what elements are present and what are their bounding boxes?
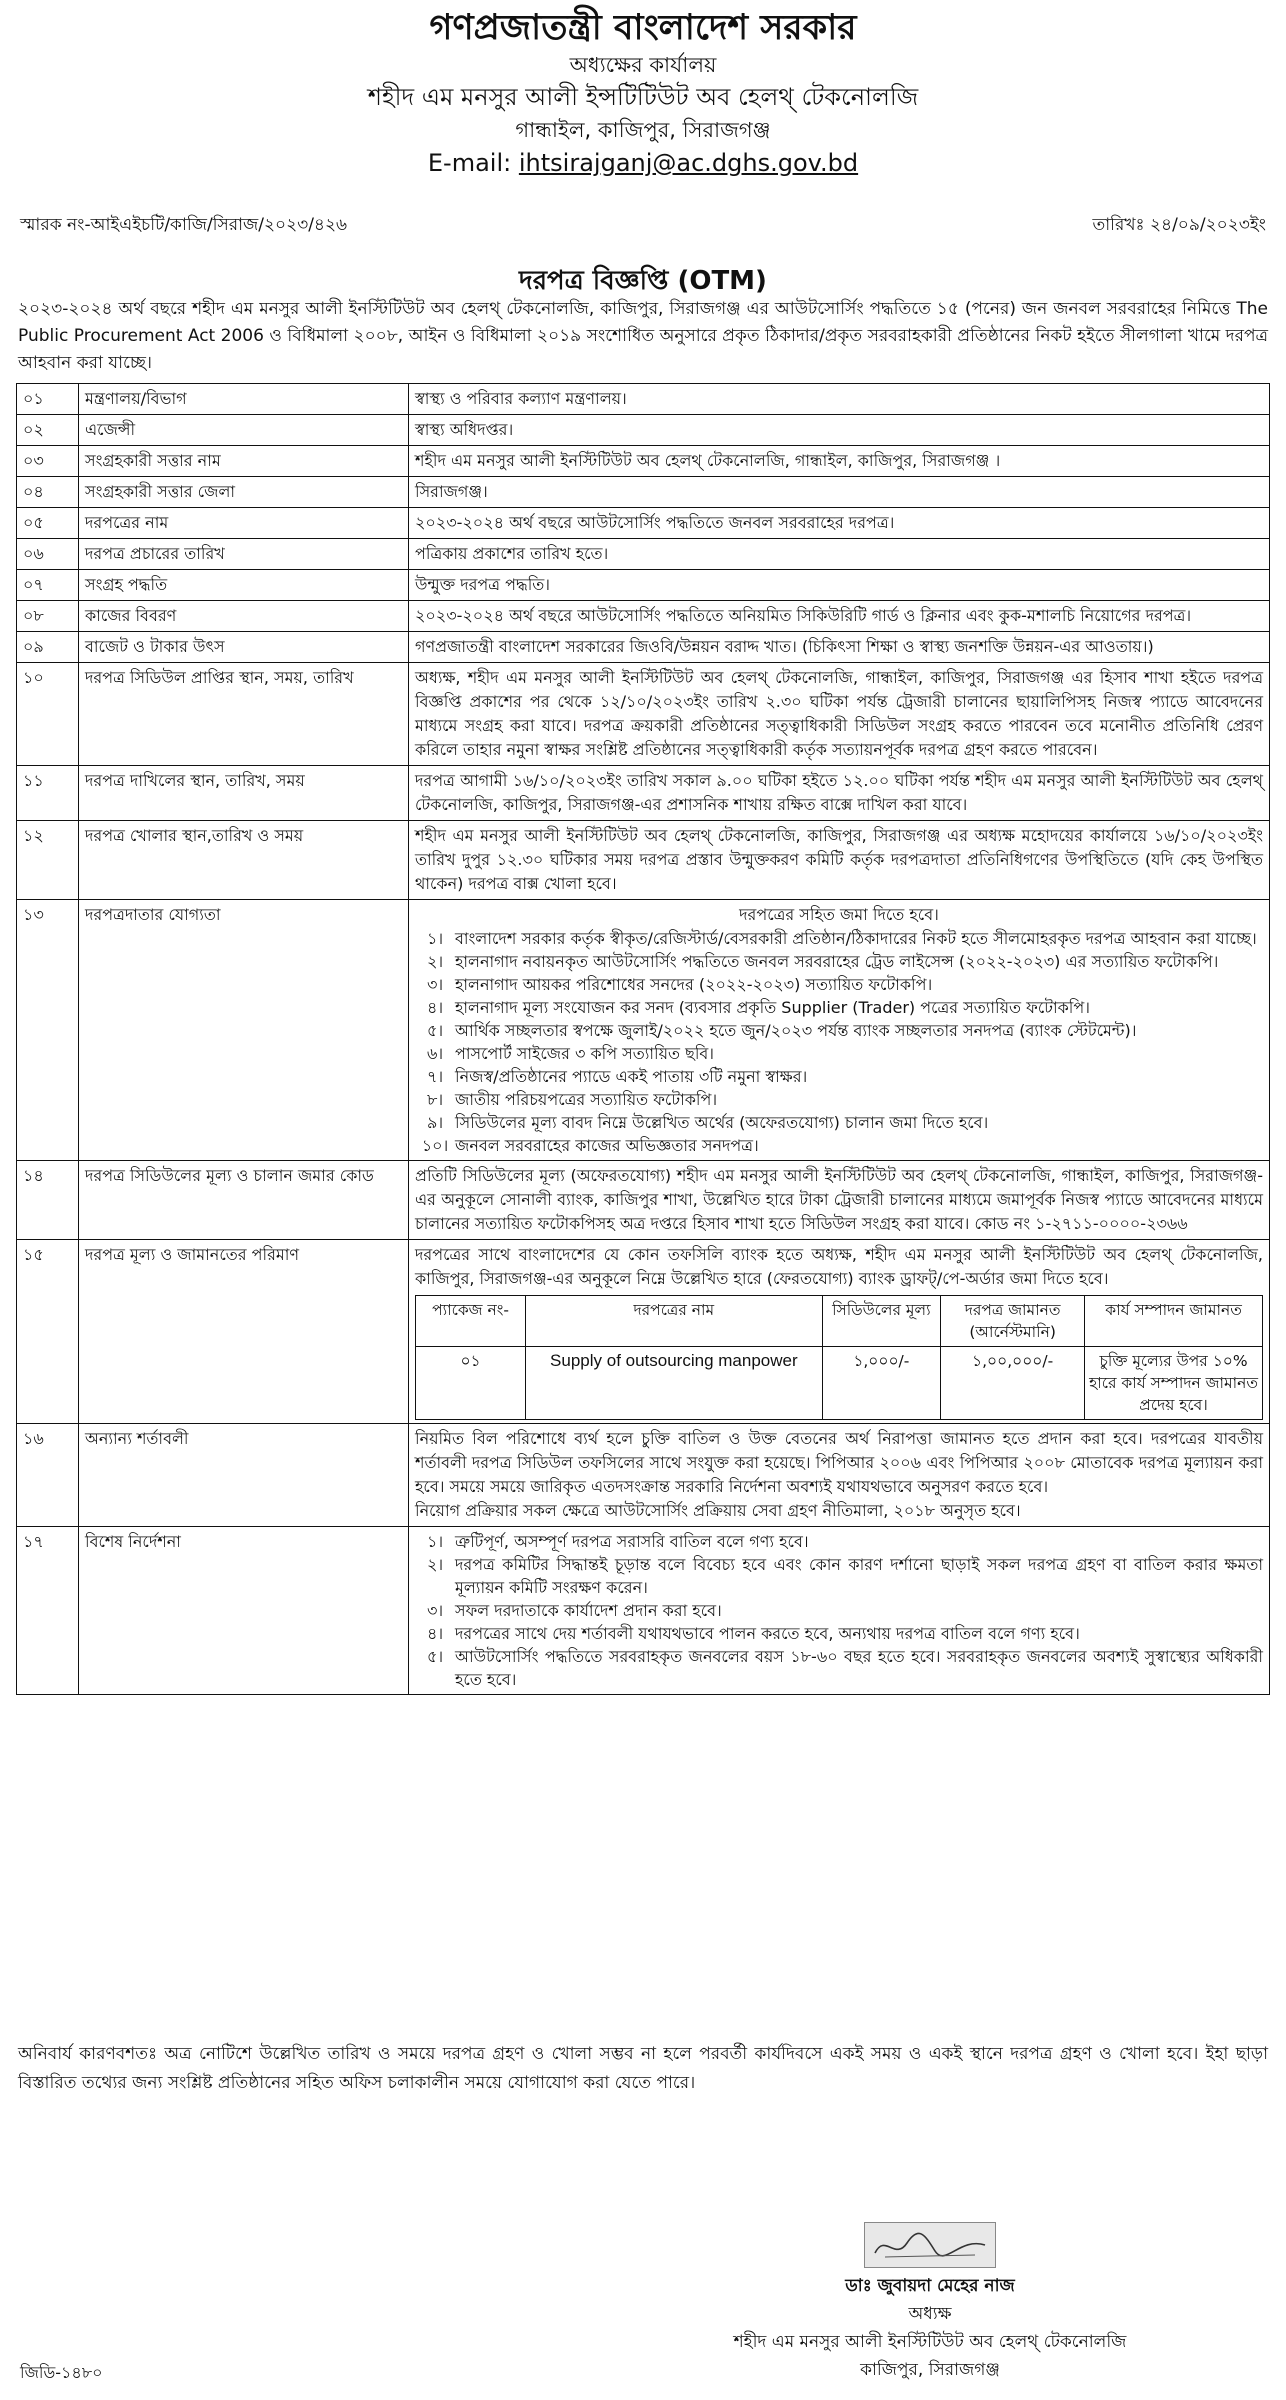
row-value [409, 1527, 1270, 1695]
signatory-institute: শহীদ এম মনসুর আলী ইনস্টিটিউট অব হেলথ্ টেকনোলজি [733, 2332, 1127, 2352]
terms-paragraph: নিয়মিত বিল পরিশোধে ব্যর্থ হলে চুক্তি বাতিল ও উক্ত বেতনের অর্থ নিরাপত্তা জামানত হতে প্রদান করা হবে। দরপত্রের যাবতীয় শর্তাবলী দরপত্র সিডিউল তফসিলের সাথে সংযুক্ত করা হয়েছে। পিপিআর ২০০৬ এবং পিপিআর ২০০৮ মোতাবেক দরপত্র মূল্যায়ন করা হবে। সময়ে সময়ে জারিকৃত এতদসংক্রান্ত সরকারি নির্দেশনা অবশ্যই যথাযথভাবে অনুসরণ করতে হবে। [415, 1429, 1263, 1496]
item-number: ৪। [426, 1624, 444, 1643]
dg-number: জিডি-১৪৮০ [20, 2363, 103, 2382]
item-number: ৮। [426, 1090, 444, 1109]
row-value: স্বাস্থ্য ও পরিবার কল্যাণ মন্ত্রণালয়। [409, 384, 1270, 415]
item-text: হালনাগাদ নবায়নকৃত আউটসোর্সিং পদ্ধতিতে জনবল সরবরাহের ট্রেড লাইসেন্স (২০২২-২০২৩) এর সত্যায়িত ফটোকপি। [455, 952, 1219, 971]
item-number: ৬। [426, 1044, 444, 1063]
item-text: সিডিউলের মূল্য বাবদ নিম্নে উল্লেখিত অর্থের (অফেরতযোগ্য) চালান জমা দিতে হবে। [455, 1113, 989, 1132]
email-line [0, 146, 1286, 180]
row-value: সিরাজগঞ্জ। [409, 477, 1270, 508]
item-text: আর্থিক সচ্ছলতার স্বপক্ষে জুলাই/২০২২ হতে জুন/২০২৩ পর্যন্ত ব্যাংক সচ্ছলতার সনদপত্র (ব্যাংক স্টেটমেন্ট)। [455, 1021, 1137, 1040]
list-item [415, 996, 1263, 1019]
item-number: ৫। [426, 1021, 444, 1040]
table-row [17, 508, 1270, 539]
item-text: পাসপোর্ট সাইজের ৩ কপি সত্যায়িত ছবি। [455, 1044, 715, 1063]
table-row-qualification [17, 900, 1270, 1161]
item-text: আউটসোর্সিং পদ্ধতিতে সরবরাহকৃত জনবলের বয়স ১৮-৬০ বছর হতে হবে। সরবরাহকৃত জনবলের অবশ্যই সুস্বাস্থ্যের অধিকারী হতে হবে। [455, 1647, 1263, 1689]
memo-number: স্মারক নং-আইএইচটি/কাজি/সিরাজ/২০২৩/৪২৬ [20, 215, 348, 235]
row-label: দরপত্র সিডিউলের মূল্য ও চালান জমার কোড [79, 1161, 409, 1240]
row-value: শহীদ এম মনসুর আলী ইনস্টিটিউট অব হেলথ্ টেকনোলজি, গান্ধাইল, কাজিপুর, সিরাজগঞ্জ । [409, 446, 1270, 477]
signature-image [864, 2222, 996, 2268]
intro-paragraph: ২০২৩-২০২৪ অর্থ বছরে শহীদ এম মনসুর আলী ইনস্টিটিউট অব হেলথ্ টেকনোলজি, কাজিপুর, সিরাজগঞ্জ এর আউটসোর্সিং পদ্ধতিতে ১৫ (পনের) জন জনবল সরবরাহের নিমিত্তে The Public Procurement Act 2006 ও বিধিমালা ২০০৮, আইন ও বিধিমালা ২০১৯ সংশোধিত অনুসারে প্রকৃত ঠিকাদার/প্রকৃত সরবরাহকারী প্রতিষ্ঠানের নিকট হইতে সীলগালা খামে দরপত্র আহবান করা যাচ্ছে। [18, 299, 1268, 373]
table-row [17, 663, 1270, 766]
list-item [415, 1599, 1263, 1622]
qualification-list [415, 927, 1263, 1157]
row-value: স্বাস্থ্য অধিদপ্তর। [409, 415, 1270, 446]
row-number: ১৩ [17, 900, 79, 1161]
issue-date: তারিখঃ ২৪/০৯/২০২৩ইং [1092, 215, 1266, 235]
item-text: নিজস্ব/প্রতিষ্ঠানের প্যাডে একই পাতায় ৩টি নমুনা স্বাক্ষর। [455, 1067, 808, 1086]
list-item [415, 1134, 1263, 1157]
letterhead [0, 6, 1286, 180]
table-row [17, 477, 1270, 508]
table-row [17, 539, 1270, 570]
reference-line [20, 212, 1266, 240]
row-number: ০৬ [17, 539, 79, 570]
government-name: গণপ্রজাতন্ত্রী বাংলাদেশ সরকার [429, 8, 857, 48]
row-label: দরপত্র সিডিউল প্রাপ্তির স্থান, সময়, তারিখ [79, 663, 409, 766]
list-item [415, 927, 1263, 950]
row-number: ০৭ [17, 570, 79, 601]
row-label: মন্ত্রণালয়/বিভাগ [79, 384, 409, 415]
row-number: ১৫ [17, 1240, 79, 1424]
qualification-heading: দরপত্রের সহিত জমা দিতে হবে। [739, 905, 939, 924]
item-text: ত্রুটিপূর্ণ, অসম্পূর্ণ দরপত্র সরাসরি বাতিল বলে গণ্য হবে। [455, 1532, 809, 1551]
item-text: সফল দরদাতাকে কার্যাদেশ প্রদান করা হবে। [455, 1601, 722, 1620]
signatory-designation: অধ্যক্ষ [908, 2304, 952, 2324]
column-header: প্যাকেজ নং- [416, 1296, 526, 1347]
item-number: ৪। [426, 998, 444, 1017]
row-number: ১১ [17, 766, 79, 821]
row-value: ২০২৩-২০২৪ অর্থ বছরে আউটসোর্সিং পদ্ধতিতে জনবল সরবরাহের দরপত্র। [409, 508, 1270, 539]
list-item [415, 973, 1263, 996]
column-header: কার্য সম্পাদন জামানত [1085, 1296, 1263, 1347]
table-row [17, 570, 1270, 601]
terms-paragraph: নিয়োগ প্রক্রিয়ার সকল ক্ষেত্রে আউটসোর্সিং প্রক্রিয়ায় সেবা গ্রহণ নীতিমালা, ২০১৮ অনুসৃত হবে। [415, 1501, 1021, 1520]
row-number: ০৫ [17, 508, 79, 539]
list-item [415, 1111, 1263, 1134]
item-number: ২। [426, 1555, 444, 1574]
office-name: অধ্যক্ষের কার্যালয় [569, 53, 717, 77]
package-name: Supply of outsourcing manpower [526, 1347, 822, 1420]
earnest-money: ১,০০,০০০/- [941, 1347, 1085, 1420]
column-header: সিডিউলের মূল্য [822, 1296, 941, 1347]
row-value: পত্রিকায় প্রকাশের তারিখ হতে। [409, 539, 1270, 570]
item-number: ৩। [426, 975, 444, 994]
list-item [415, 1019, 1263, 1042]
signatory-name: ডাঃ জুবায়দা মেহের নাজ [845, 2276, 1015, 2296]
email-link[interactable]: ihtsirajganj@ac.dghs.gov.bd [518, 149, 859, 177]
list-item [415, 1530, 1263, 1553]
table-row [17, 632, 1270, 663]
footer-note: অনিবার্য কারণবশতঃ অত্র নোটিশে উল্লেখিত তারিখ ও সময়ে দরপত্র গ্রহণ ও খোলা সম্ভব না হলে পরবর্তী কার্যদিবসে একই সময় ও একই স্থানে দরপত্র গ্রহণ ও খোলা হবে। ইহা ছাড়া বিস্তারিত তথ্যের জন্য সংশ্লিষ্ট প্রতিষ্ঠানের সহিত অফিস চলাকালীন সময়ে যোগাযোগ করা যেতে পারে। [18, 2044, 1268, 2093]
notice-title: দরপত্র বিজ্ঞপ্তি (OTM) [519, 266, 767, 296]
row-number: ১০ [17, 663, 79, 766]
row-number: ০১ [17, 384, 79, 415]
email-label: E-mail: [427, 149, 512, 177]
signature-block [700, 2222, 1160, 2384]
list-item [415, 950, 1263, 973]
row-value [409, 1240, 1270, 1424]
list-item [415, 1622, 1263, 1645]
performance-security: চুক্তি মূল্যের উপর ১০% হারে কার্য সম্পাদন জামানত প্রদেয় হবে। [1085, 1347, 1263, 1420]
row-value [409, 900, 1270, 1161]
row-number: ০৪ [17, 477, 79, 508]
row-label: দরপত্র প্রচারের তারিখ [79, 539, 409, 570]
row-label: দরপত্র খোলার স্থান,তারিখ ও সময় [79, 821, 409, 900]
row-value: অধ্যক্ষ, শহীদ এম মনসুর আলী ইনস্টিটিউট অব হেলথ্ টেকনোলজি, গান্ধাইল, কাজিপুর, সিরাজগঞ্জ এর হিসাব শাখা হইতে দরপত্র বিজ্ঞপ্তি প্রকাশের পর থেকে ১২/১০/২০২৩ইং তারিখ ২.৩০ ঘটিকা পর্যন্ত ট্রেজারী চালানের ছায়ালিপিসহ নিজস্ব প্যাডে আবেদনের মাধ্যমে সংগ্রহ করা যাবে। দরপত্র ক্রয়কারী প্রতিষ্ঠানের সত্ত্বাধিকারী সিডিউল সংগ্রহ করতে পারবেন তবে মনোনীত প্রতিনিধি প্রেরণ করিলে তাহার নমুনা স্বাক্ষর সংশ্লিষ্ট প্রতিষ্ঠানের সত্ত্বাধিকারী কর্তৃক সত্যায়নপূর্বক দরপত্র গ্রহণ করতে পারবেন। [409, 663, 1270, 766]
item-number: ৯। [426, 1113, 444, 1132]
row-value: ২০২৩-২০২৪ অর্থ বছরে আউটসোর্সিং পদ্ধতিতে অনিয়মিত সিকিউরিটি গার্ড ও ক্লিনার এবং কুক-মশালচি নিয়োগের দরপত্র। [409, 601, 1270, 632]
row-label: এজেন্সী [79, 415, 409, 446]
table-row [17, 821, 1270, 900]
package-table [415, 1295, 1263, 1420]
tender-details-table [16, 383, 1270, 1695]
item-number: ৩। [426, 1601, 444, 1620]
table-row-other-terms [17, 1424, 1270, 1527]
list-item [415, 1042, 1263, 1065]
institute-name: শহীদ এম মনসুর আলী ইন্সটিটিউট অব হেলথ্ টেকনোলজি [367, 83, 919, 111]
item-text: দরপত্রের সাথে দেয় শর্তাবলী যথাযথভাবে পালন করতে হবে, অন্যথায় দরপত্র বাতিল বলে গণ্য হবে। [455, 1624, 1080, 1643]
item-number: ৫। [426, 1647, 444, 1666]
item-text: জাতীয় পরিচয়পত্রের সত্যায়িত ফটোকপি। [455, 1090, 718, 1109]
row-number: ০৩ [17, 446, 79, 477]
row-number: ১৪ [17, 1161, 79, 1240]
row-number: ১৬ [17, 1424, 79, 1527]
row-label: সংগ্রহকারী সত্তার জেলা [79, 477, 409, 508]
table-row [17, 766, 1270, 821]
row-value: শহীদ এম মনসুর আলী ইনস্টিটিউট অব হেলথ্ টেকনোলজি, কাজিপুর, সিরাজগঞ্জ এর অধ্যক্ষ মহোদয়ের কার্যালয়ে ১৬/১০/২০২৩ইং তারিখ দুপুর ১২.৩০ ঘটিকার সময় দরপত্র প্রস্তাব উন্মুক্তকরণ কমিটি কর্তৃক দরপত্রদাতা প্রতিনিধিগণের উপস্থিতিতে (যদি কেহ উপস্থিত থাকেন) দরপত্র বাক্স খোলা হবে। [409, 821, 1270, 900]
row-number: ১৭ [17, 1527, 79, 1695]
item-text: জনবল সরবরাহের কাজের অভিজ্ঞতার সনদপত্র। [455, 1136, 759, 1155]
list-item [415, 1553, 1263, 1599]
column-header: দরপত্র জামানত (আর্নেস্টমানি) [941, 1296, 1085, 1347]
table-row [17, 446, 1270, 477]
table-row-security [17, 1240, 1270, 1424]
row-value: দরপত্র আগামী ১৬/১০/২০২৩ইং তারিখ সকাল ৯.০০ ঘটিকা হইতে ১২.০০ ঘটিকা পর্যন্ত শহীদ এম মনসুর আলী ইনস্টিটিউট অব হেলথ্ টেকনোলজি, কাজিপুর, সিরাজগঞ্জ-এর প্রশাসনিক শাখায় রক্ষিত বাক্সে দাখিল করা যাবে। [409, 766, 1270, 821]
security-text: দরপত্রের সাথে বাংলাদেশের যে কোন তফসিলি ব্যাংক হতে অধ্যক্ষ, শহীদ এম মনসুর আলী ইনস্টিটিউট অব হেলথ্ টেকনোলজি, কাজিপুর, সিরাজগঞ্জ-এর অনুকূলে নিম্নে উল্লেখিত হারে (ফেরতযোগ্য) ব্যাংক ড্রাফট্/পে-অর্ডার জমা দিতে হবে। [415, 1245, 1263, 1288]
table-row [416, 1347, 1263, 1420]
row-label: দরপত্রদাতার যোগ্যতা [79, 900, 409, 1161]
list-item [415, 1088, 1263, 1111]
item-text: হালনাগাদ মূল্য সংযোজন কর সনদ (ব্যবসার প্রকৃতি Supplier (Trader) পত্রের সত্যায়িত ফটোকপি। [455, 998, 1090, 1017]
item-number: ২। [426, 952, 444, 971]
item-text: বাংলাদেশ সরকার কর্তৃক স্বীকৃত/রেজিস্টার্ড/বেসরকারী প্রতিষ্ঠান/ঠিকাদারের নিকট হতে সীলমোহরকৃত দরপত্র আহবান করা যাচ্ছে। [455, 929, 1257, 948]
row-value: উন্মুক্ত দরপত্র পদ্ধতি। [409, 570, 1270, 601]
instruction-list [415, 1530, 1263, 1691]
item-number: ৭। [426, 1067, 444, 1086]
signatory-place: কাজিপুর, সিরাজগঞ্জ [860, 2360, 1000, 2380]
row-label: কাজের বিবরণ [79, 601, 409, 632]
row-label: বাজেট ও টাকার উৎস [79, 632, 409, 663]
row-label: বিশেষ নির্দেশনা [79, 1527, 409, 1695]
package-table-header [416, 1296, 1263, 1347]
row-label: দরপত্র দাখিলের স্থান, তারিখ, সময় [79, 766, 409, 821]
item-text: দরপত্র কমিটির সিদ্ধান্তই চূড়ান্ত বলে বিবেচ্য হবে এবং কোন কারণ দর্শানো ছাড়াই সকল দরপত্র গ্রহণ বা বাতিল করার ক্ষমতা মূল্যায়ন কমিটি সংরক্ষণ করেন। [455, 1555, 1263, 1597]
table-row [17, 384, 1270, 415]
table-row-schedule-price [17, 1161, 1270, 1240]
item-number: ১০। [421, 1136, 449, 1155]
row-label: সংগ্রহকারী সত্তার নাম [79, 446, 409, 477]
institute-address: গান্ধাইল, কাজিপুর, সিরাজগঞ্জ [515, 118, 771, 142]
row-number: ০২ [17, 415, 79, 446]
row-label: দরপত্র মূল্য ও জামানতের পরিমাণ [79, 1240, 409, 1424]
package-no: ০১ [416, 1347, 526, 1420]
table-row [17, 601, 1270, 632]
item-number: ১। [426, 1532, 444, 1551]
column-header: দরপত্রের নাম [526, 1296, 822, 1347]
schedule-price: ১,০০০/- [822, 1347, 941, 1420]
row-number: ০৮ [17, 601, 79, 632]
row-number: ১২ [17, 821, 79, 900]
item-text: হালনাগাদ আয়কর পরিশোধের সনদের (২০২২-২০২৩) সত্যায়িত ফটোকপি। [455, 975, 933, 994]
table-row-special-instructions [17, 1527, 1270, 1695]
row-label: অন্যান্য শর্তাবলী [79, 1424, 409, 1527]
list-item [415, 1065, 1263, 1088]
row-value: প্রতিটি সিডিউলের মূল্য (অফেরতযোগ্য) শহীদ এম মনসুর আলী ইনস্টিটিউট অব হেলথ্ টেকনোলজি, গান্ধাইল, কাজিপুর, সিরাজগঞ্জ-এর অনুকূলে সোনালী ব্যাংক, কাজিপুর শাখা, উল্লেখিত হারে টাকা ট্রেজারী চালানের মাধ্যমে জমাপূর্বক নিজস্ব প্যাডে আবেদনের মাধ্যমে চালানের সত্যায়িত ফটোকপিসহ অত্র দপ্তরে হিসাব শাখা হতে সিডিউল সংগ্রহ করা যাবে। কোড নং ১-২৭১১-০০০০-২৩৬৬ [409, 1161, 1270, 1240]
table-row [17, 415, 1270, 446]
list-item [415, 1645, 1263, 1691]
row-label: দরপত্রের নাম [79, 508, 409, 539]
row-value [409, 1424, 1270, 1527]
row-label: সংগ্রহ পদ্ধতি [79, 570, 409, 601]
row-value: গণপ্রজাতন্ত্রী বাংলাদেশ সরকারের জিওবি/উন্নয়ন বরাদ্দ খাত। (চিকিৎসা শিক্ষা ও স্বাস্থ্য জনশক্তি উন্নয়ন-এর আওতায়।) [409, 632, 1270, 663]
item-number: ১। [426, 929, 444, 948]
row-number: ০৯ [17, 632, 79, 663]
